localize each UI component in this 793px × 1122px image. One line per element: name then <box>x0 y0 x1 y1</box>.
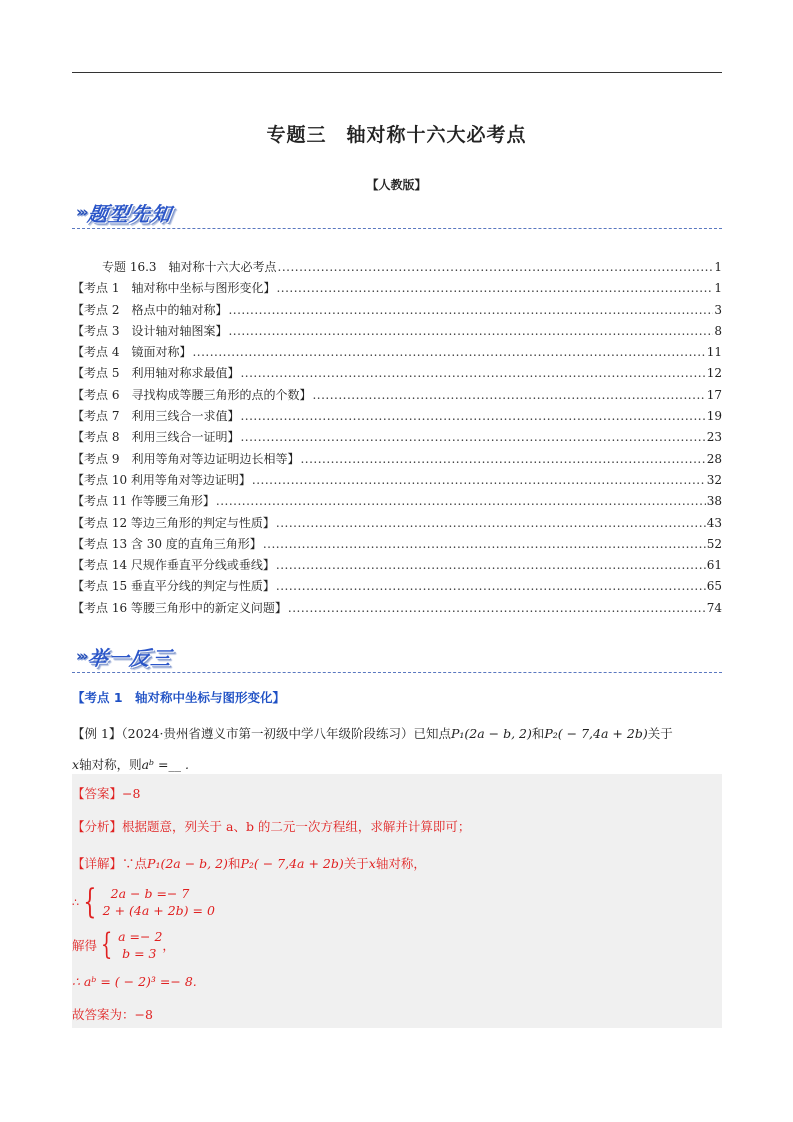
toc-entry-page: 12 <box>706 366 722 381</box>
answer-value: −8 <box>122 786 141 801</box>
equation-system <box>72 882 215 922</box>
detail-suffix-pre: 关于 <box>343 856 369 871</box>
toc-dot-leader <box>240 366 705 380</box>
toc-entry[interactable] <box>72 450 722 471</box>
toc-entry-label: 【考点 3 设计轴对轴图案】 <box>72 323 228 338</box>
toc-dot-leader <box>276 516 706 530</box>
triple-arrow-icon: ››› <box>76 203 86 221</box>
toc-entry-label: 【考点 9 利用等角对等边证明边长相等】 <box>72 451 300 466</box>
final-answer-line: 故答案为：−8 <box>72 1007 153 1022</box>
toc-entry-page: 1 <box>714 260 722 274</box>
toc-dot-leader <box>228 303 713 317</box>
toc-entry-page: 65 <box>706 579 722 594</box>
toc-entry-label: 【考点 1 轴对称中坐标与图形变化】 <box>72 281 276 296</box>
banner-practice-text: 举一反三 <box>85 645 174 670</box>
toc-entry[interactable] <box>72 428 722 449</box>
toc-entry-page: 23 <box>706 430 722 445</box>
toc-entry-page: 32 <box>706 472 722 487</box>
toc-entry[interactable] <box>72 386 722 407</box>
banner-divider <box>72 672 722 673</box>
detail-tag: 【详解】 <box>72 856 123 871</box>
table-of-contents <box>72 258 722 620</box>
left-brace-icon: { <box>100 927 113 962</box>
banner-divider <box>72 228 722 229</box>
toc-entry[interactable] <box>72 364 722 385</box>
toc-entry-label: 【考点 4 镜面对称】 <box>72 345 192 360</box>
example-line2-text: 轴对称，则 <box>79 757 142 772</box>
document-subtitle: 【人教版】 <box>366 178 427 192</box>
detail-axis-x: x <box>368 856 376 871</box>
toc-dot-leader <box>228 324 713 338</box>
toc-entry-page: 11 <box>706 345 722 360</box>
toc-entry-label: 【考点 2 格点中的轴对称】 <box>72 302 228 317</box>
solution-a: a =− 2 <box>118 929 163 944</box>
toc-entry-label: 【考点 5 利用轴对称求最值】 <box>72 366 240 381</box>
toc-entry[interactable] <box>72 577 722 598</box>
toc-entry[interactable] <box>72 301 722 322</box>
toc-dot-leader <box>276 558 706 572</box>
left-brace-icon: { <box>83 882 97 922</box>
toc-entry[interactable] <box>72 322 722 343</box>
toc-dot-leader <box>278 260 714 274</box>
therefore-symbol: ∴ <box>72 895 79 909</box>
toc-entry-page: 74 <box>706 600 722 615</box>
detail-point-p1: P₁(2a − b, 2) <box>147 856 228 871</box>
toc-entry[interactable] <box>72 471 722 492</box>
toc-entry[interactable] <box>72 343 722 364</box>
toc-dot-leader <box>288 601 706 615</box>
example-prefix: 【例 1】（2024·贵州省遵义市第一初级中学八年级阶段练习）已知点 <box>72 726 451 741</box>
toc-dot-leader <box>240 409 705 423</box>
banner-preview-text: 题型先知 <box>85 201 174 226</box>
example-line-1 <box>72 718 722 749</box>
toc-entry[interactable] <box>72 407 722 428</box>
banner-preview <box>76 199 172 225</box>
toc-entry-label: 【考点 8 利用三线合一证明】 <box>72 430 240 445</box>
toc-entry-page: 1 <box>714 281 722 296</box>
detail-pre: ∵点 <box>122 856 148 871</box>
solution-line <box>72 928 175 962</box>
toc-dot-leader <box>300 452 705 466</box>
toc-entry[interactable] <box>72 599 722 620</box>
detail-point-p2: P₂( − 7,4a + 2b) <box>240 856 344 871</box>
analysis-line <box>72 817 470 835</box>
toc-entry-label: 【考点 16 等腰三角形中的新定义问题】 <box>72 600 287 615</box>
toc-dot-leader <box>192 345 705 359</box>
detail-mid: 和 <box>227 856 241 871</box>
equation-2: 2 + (4a + 2b) = 0 <box>102 903 215 918</box>
toc-entry-page: 61 <box>706 558 722 573</box>
toc-entry-page: 52 <box>706 536 722 551</box>
toc-entry-label: 【考点 13 含 30 度的直角三角形】 <box>72 536 262 551</box>
analysis-text: 根据题意，列关于 a、b 的二元一次方程组，求解并计算即可； <box>122 819 471 834</box>
toc-entry-page: 8 <box>714 323 722 338</box>
toc-dot-leader <box>240 430 705 444</box>
equation-1: 2a − b =− 7 <box>110 886 190 901</box>
toc-entry-page: 38 <box>706 494 722 509</box>
triple-arrow-icon: ››› <box>76 647 86 665</box>
toc-entry-label: 【考点 15 垂直平分线的判定与性质】 <box>72 579 275 594</box>
toc-entry-page: 43 <box>706 515 722 530</box>
toc-dot-leader <box>276 579 706 593</box>
point-p2: P₂( − 7,4a + 2b) <box>544 726 648 741</box>
axis-x: x <box>72 757 80 772</box>
answer-line <box>72 784 140 802</box>
result-line: ∴ aᵇ = ( − 2)³ =− 8. <box>72 974 197 989</box>
toc-dot-leader <box>216 494 706 508</box>
toc-dot-leader <box>312 388 705 402</box>
banner-practice <box>76 643 172 669</box>
toc-entry[interactable] <box>72 535 722 556</box>
answer-tag: 【答案】 <box>72 786 123 801</box>
toc-entry-label: 【考点 10 利用等角对等边证明】 <box>72 472 251 487</box>
section-heading: 【考点 1 轴对称中坐标与图形变化】 <box>72 690 286 705</box>
toc-entry[interactable] <box>72 492 722 513</box>
analysis-tag: 【分析】 <box>72 819 123 834</box>
example-expression: aᵇ =__ . <box>141 757 189 772</box>
toc-dot-leader <box>263 537 706 551</box>
toc-entry[interactable] <box>72 258 722 279</box>
toc-entry[interactable] <box>72 556 722 577</box>
toc-entry[interactable] <box>72 279 722 300</box>
example-suffix: 关于 <box>647 726 673 741</box>
detail-line <box>72 854 426 872</box>
toc-entry-label: 【考点 12 等边三角形的判定与性质】 <box>72 515 275 530</box>
solve-post: ， <box>162 938 175 953</box>
toc-entry-page: 19 <box>706 409 722 424</box>
document-title: 专题三 轴对称十六大必考点 <box>266 124 527 146</box>
toc-entry-page: 3 <box>714 302 722 317</box>
toc-entry-label: 【考点 6 寻找构成等腰三角形的点的个数】 <box>72 387 312 402</box>
solution-b: b = 3 <box>122 946 157 961</box>
example-mid: 和 <box>531 726 545 741</box>
toc-entry-label: 【考点 7 利用三线合一求值】 <box>72 409 240 424</box>
toc-entry-page: 17 <box>706 387 722 402</box>
example-question <box>72 718 722 780</box>
header-rule <box>72 72 722 73</box>
toc-entry-label: 【考点 14 尺规作垂直平分线或垂线】 <box>72 558 275 573</box>
solve-pre: 解得 <box>72 938 98 953</box>
toc-dot-leader <box>252 473 706 487</box>
toc-entry[interactable] <box>72 514 722 535</box>
toc-entry-page: 28 <box>706 451 722 466</box>
toc-dot-leader <box>276 281 713 295</box>
detail-suffix: 轴对称， <box>375 856 426 871</box>
toc-entry-label: 【考点 11 作等腰三角形】 <box>72 494 215 509</box>
toc-entry-label: 专题 16.3 轴对称十六大必考点 <box>102 260 277 274</box>
point-p1: P₁(2a − b, 2) <box>450 726 532 741</box>
